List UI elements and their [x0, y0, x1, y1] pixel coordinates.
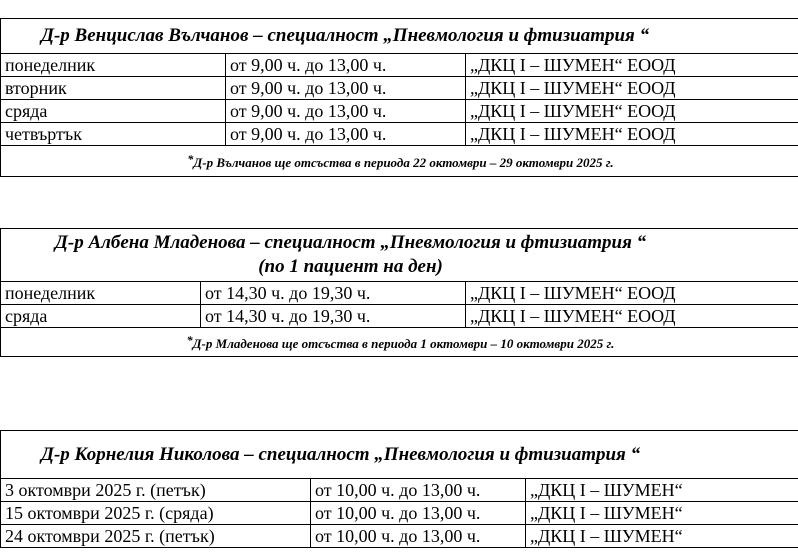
hours-cell: от 14,30 ч. до 19,30 ч.: [201, 282, 466, 305]
table-row: [1, 282, 798, 305]
table-row: [1, 525, 798, 548]
note-asterisk: *: [186, 333, 193, 347]
place-cell: „ДКЦ I – ШУМЕН“: [526, 502, 798, 525]
hours-cell: от 9,00 ч. до 13,00 ч.: [226, 54, 466, 77]
day-cell: вторник: [1, 77, 226, 100]
doctor-heading: Д-р Венцислав Вълчанов – специалност „Пневмология и фтизиатрия “: [1, 19, 798, 54]
schedule-table-nikolova: [0, 430, 798, 548]
day-cell: четвъртък: [1, 123, 226, 146]
day-cell: понеделник: [1, 54, 226, 77]
table-row: [1, 77, 798, 100]
place-cell: „ДКЦ I – ШУМЕН“ ЕООД: [466, 282, 798, 305]
table-row: [1, 54, 798, 77]
schedule-table-valchanov: [0, 18, 798, 177]
doctor-heading: [1, 229, 798, 282]
place-cell: „ДКЦ I – ШУМЕН“ ЕООД: [466, 77, 798, 100]
place-cell: „ДКЦ I – ШУМЕН“: [526, 525, 798, 548]
note-asterisk: *: [187, 152, 194, 166]
place-cell: „ДКЦ I – ШУМЕН“ ЕООД: [466, 100, 798, 123]
absence-note: [1, 328, 798, 357]
date-cell: 3 октомври 2025 г. (петък): [1, 479, 311, 502]
table-row: [1, 479, 798, 502]
absence-note-text: Д-р Младенова ще отсъства в периода 1 октомври – 10 октомври 2025 г.: [192, 336, 615, 351]
hours-cell: от 10,00 ч. до 13,00 ч.: [311, 502, 526, 525]
doctor-heading: Д-р Корнелия Николова – специалност „Пневмология и фтизиатрия “: [1, 431, 798, 479]
hours-cell: от 10,00 ч. до 13,00 ч.: [311, 525, 526, 548]
day-cell: понеделник: [1, 282, 201, 305]
absence-note-text: Д-р Вълчанов ще отсъства в периода 22 октомври – 29 октомври 2025 г.: [193, 155, 614, 170]
date-cell: 24 октомври 2025 г. (петък): [1, 525, 311, 548]
patient-limit-note: (по 1 пациент на ден): [258, 256, 443, 277]
place-cell: „ДКЦ I – ШУМЕН“ ЕООД: [466, 123, 798, 146]
hours-cell: от 9,00 ч. до 13,00 ч.: [226, 123, 466, 146]
hours-cell: от 10,00 ч. до 13,00 ч.: [311, 479, 526, 502]
day-cell: сряда: [1, 100, 226, 123]
doctor-heading-line: Д-р Албена Младенова – специалност „Пневмология и фтизиатрия “: [54, 232, 647, 253]
place-cell: „ДКЦ I – ШУМЕН“ ЕООД: [466, 54, 798, 77]
place-cell: „ДКЦ I – ШУМЕН“ ЕООД: [466, 305, 798, 328]
hours-cell: от 14,30 ч. до 19,30 ч.: [201, 305, 466, 328]
hours-cell: от 9,00 ч. до 13,00 ч.: [226, 77, 466, 100]
table-row: [1, 123, 798, 146]
table-row: [1, 305, 798, 328]
day-cell: сряда: [1, 305, 201, 328]
table-row: [1, 100, 798, 123]
date-cell: 15 октомври 2025 г. (сряда): [1, 502, 311, 525]
schedule-table-mladenova: [0, 228, 798, 357]
absence-note: [1, 146, 798, 177]
table-row: [1, 502, 798, 525]
place-cell: „ДКЦ I – ШУМЕН“: [526, 479, 798, 502]
hours-cell: от 9,00 ч. до 13,00 ч.: [226, 100, 466, 123]
